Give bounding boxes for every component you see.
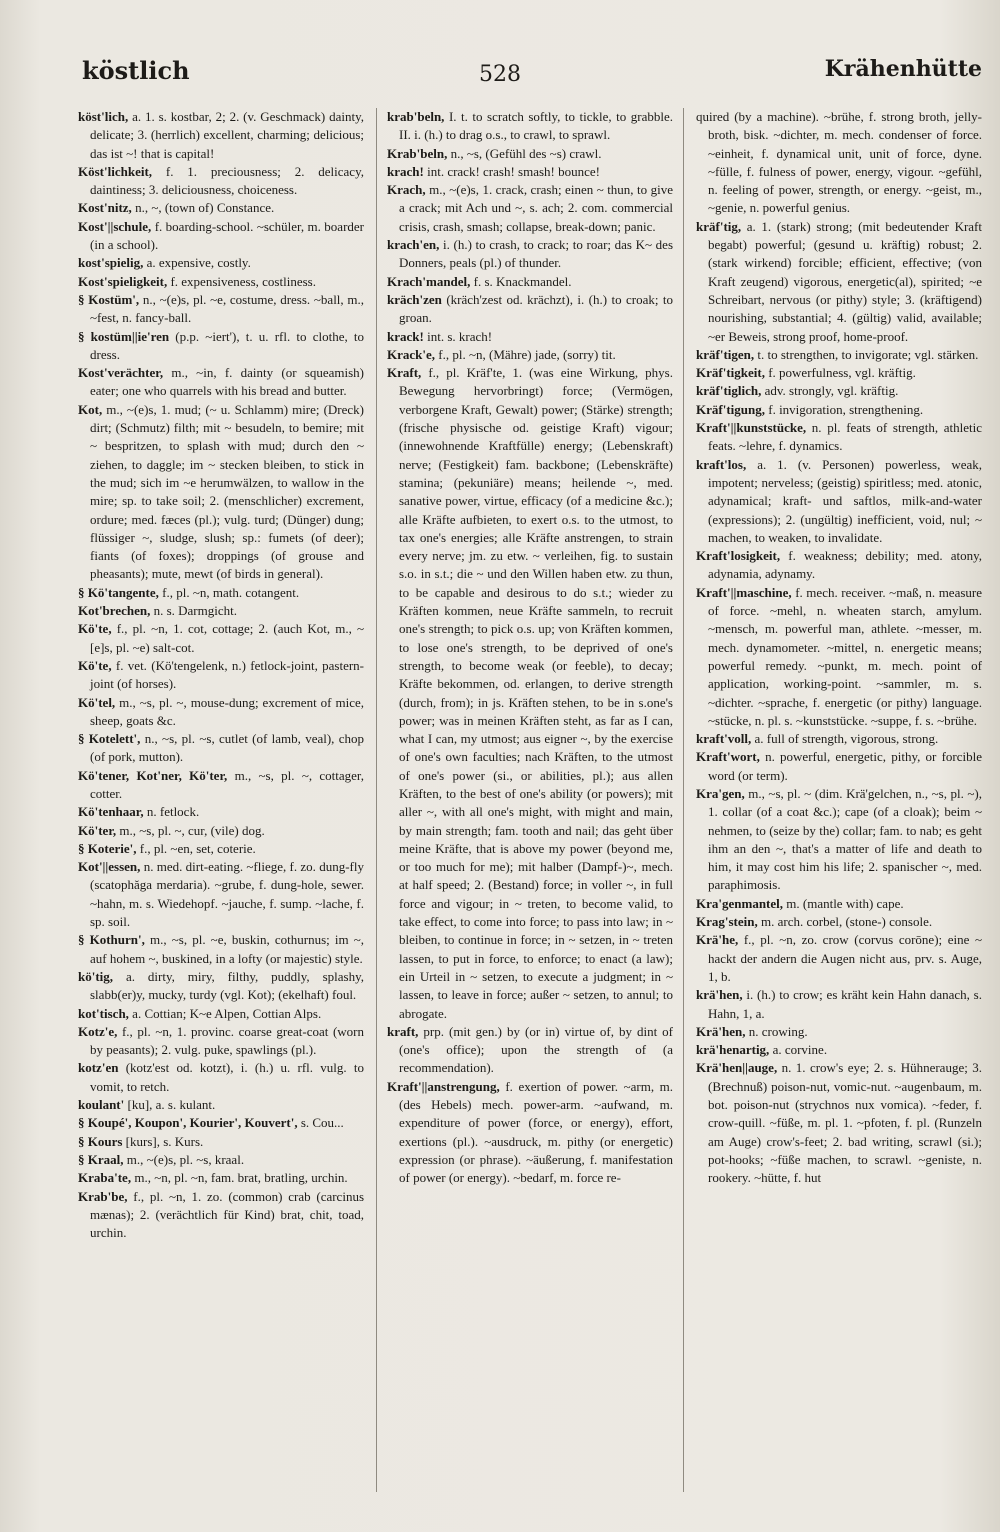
definition: f., pl. ~n, zo. crow (corvus corōne); eine ~ hackt der andern die Augen nicht aus, prv. s. Auge, 1, b.	[708, 932, 982, 984]
definition: m., ~n, pl. ~n, fam. brat, bratling, urchin.	[134, 1170, 348, 1186]
dictionary-entry	[696, 108, 982, 218]
headword: krab'beln,	[387, 109, 445, 124]
dictionary-entry	[78, 803, 364, 821]
dictionary-entry	[387, 1023, 673, 1078]
headword: kot'tisch,	[78, 1005, 129, 1021]
dictionary-entry	[696, 364, 982, 382]
definition: t. to strengthen, to invigorate; vgl. stärken.	[757, 346, 979, 362]
definition: f. vet. (Kö'tengelenk, n.) fetlock-joint, pastern-joint (of horses).	[90, 657, 364, 692]
definition: a. 1. (v. Personen) powerless, weak, impotent; nerveless; (geistig) spiritless; med. atonic, adynamical; kraft- und saftlos, milk-and-water (expressions); 2. (ungültig) inefficient, void, nul; ~ machen, to weaken, to invalidate.	[708, 456, 982, 545]
headword: Kot'||essen,	[78, 859, 141, 875]
running-head-left: köstlich	[82, 56, 190, 85]
definition: f., pl. ~n, (Mähre) jade, (sorry) tit.	[438, 346, 616, 362]
definition: (p.p. ~iert'), t. u. rfl. to clothe, to dress.	[90, 328, 364, 362]
dictionary-entry	[78, 584, 364, 602]
dictionary-entry	[78, 364, 364, 401]
headword: Kra'genmantel,	[696, 895, 784, 911]
definition: f. s. Knackmandel.	[473, 273, 572, 289]
dictionary-entry	[78, 1096, 364, 1114]
dictionary-entry	[78, 858, 364, 931]
headword: § Kö'tangente,	[78, 584, 159, 600]
dictionary-entry	[387, 291, 673, 328]
dictionary-entry	[387, 346, 673, 364]
headword: § Kothurn',	[78, 932, 145, 948]
dictionary-entry	[78, 1133, 364, 1151]
dictionary-entry	[78, 199, 364, 217]
definition: m. (mantle with) cape.	[786, 895, 904, 911]
headword: Kost'verächter,	[78, 365, 164, 381]
headword: krach!	[387, 163, 424, 179]
headword: § Kotelett',	[78, 731, 141, 747]
headword: Kot'brechen,	[78, 603, 151, 619]
headword: kraft'los,	[696, 456, 747, 472]
headword: krä'hen,	[696, 987, 743, 1003]
dictionary-entry	[387, 236, 673, 273]
definition: m., ~s, pl. ~, mouse-dung; excrement of mice, sheep, goats &c.	[90, 694, 364, 728]
dictionary-entry	[387, 273, 673, 291]
definition: n., ~s, (Gefühl des ~s) crawl.	[450, 145, 602, 161]
dictionary-entry	[696, 584, 982, 730]
dictionary-entry	[696, 419, 982, 456]
definition: m., ~in, f. dainty (or squeamish) eater; one who quarrels with his bread and butter.	[90, 365, 364, 399]
definition: f. exertion of power. ~arm, m. (des Hebels) mech. power-arm. ~aufwand, m. expenditure of power (force, or energy), effort, exertions (pl.). ~ausdruck, m. pithy (or energetic) expression (or phrase). ~äußerung, f. manifestation of power (or energy). ~bedarf, m. force re-	[399, 1078, 673, 1186]
definition: f., pl. ~n, 1. zo. (common) crab (carcinus mænas); 2. (verächtlich für Kind) brat, chit, toad, urchin.	[90, 1188, 364, 1241]
definition: f. powerfulness, vgl. kräftig.	[768, 365, 916, 381]
headword: Krä'hen,	[696, 1023, 746, 1039]
dictionary-entry	[387, 108, 673, 145]
column-right	[696, 108, 982, 1492]
headword: Kost'||schule,	[78, 218, 152, 234]
headword: § Koterie',	[78, 840, 137, 856]
definition: f. weakness; debility; med. atony, adynamia, adynamy.	[708, 548, 982, 582]
headword: Krab'beln,	[387, 145, 448, 161]
definition: m., ~(e)s, 1. mud; (~ u. Schlamm) mire; (Dreck) dirt; (Schmutz) filth; mit ~ besudeln, to bemire; mit ~ bespritzen, to splash with mud; durch den ~ ziehen, to daggle; im ~ stecken bleiben, to stick in the mud; sich im ~e herumwälzen, to wallow in the mire; sp. to take soil; 2. (menschlicher) excrement, ordure; med. fæces (pl.); vulg. turd; (Dünger) dung; flüssiger ~, sludge, slush; sp.: fumets (of deer); fiants (of foxes); droppings (of grouse and pheasants); mute, mewt (of birds in general).	[90, 401, 364, 582]
dictionary-entry	[78, 291, 364, 328]
definition: n. 1. crow's eye; 2. s. Hühnerauge; 3. (Brechnuß) poison-nut, vomic-nut. ~augenbaum, m. bot. poison-nut (strychnos nux vomica). ~feder, f. crow-quill. ~füße, m. pl. 1. ~pfoten, f. pl. (Runzeln am Auge) crow's-feet; 2. bad writing, scrawl (si.); pot-hooks; ~füße machen, to scrawl. ~geniste, n. rookery. ~hütte, f. hut	[708, 1060, 982, 1186]
definition: s. Cou...	[300, 1115, 344, 1131]
definition: a. 1. (stark) strong; (mit bedeutender Kraft begabt) powerful; (gesund u. kräftig) robust; 2. (stark wirkend) forcible; efficient, effective; (von Kraft zeugend) vigorous, energetic(al), spirited; ~e Schreibart, nervous (or pithy) style; 3. (kräftigend) nourishing, substantial; 4. (gültig) valid, available; ~er Beweis, strong proof, home-proof.	[708, 218, 982, 344]
headword: Krack'e,	[387, 346, 436, 362]
headword: krä'henartig,	[696, 1042, 770, 1058]
headword: Kraft'||maschine,	[696, 584, 792, 600]
definition: m., ~s, pl. ~e, buskin, cothurnus; im ~, auf hohem ~, buskined, in a lofty (or majestic) style.	[90, 932, 364, 966]
dictionary-entry	[78, 1059, 364, 1096]
definition: f. invigoration, strengthening.	[768, 401, 924, 417]
definition: n. crowing.	[748, 1023, 808, 1039]
dictionary-entry	[78, 931, 364, 968]
definition: m., ~s, pl. ~ (dim. Krä'gelchen, n., ~s, pl. ~), 1. collar (of a coat &c.); cape (of a cloak); beim ~ nehmen, to (seize by the) collar; fam. to nab; es geht ihm an den ~, that's a matter of life and death to him, it may cost him his life; 2. spanischer ~, med. paraphimosis.	[708, 785, 982, 893]
dictionary-entry	[387, 163, 673, 181]
definition: n., ~, (town of) Constance.	[135, 200, 275, 216]
dictionary-entry	[387, 181, 673, 236]
dictionary-entry	[78, 1114, 364, 1132]
dictionary-entry	[696, 1023, 982, 1041]
headword: Kräf'tigung,	[696, 401, 765, 417]
definition: [ku], a. s. kulant.	[127, 1097, 216, 1113]
dictionary-entry	[78, 401, 364, 584]
dictionary-entry	[78, 1023, 364, 1060]
definition: f., pl. ~n, math. cotangent.	[162, 584, 300, 600]
definition: a. dirty, miry, filthy, puddly, splashy, slabb(er)y, mucky, turdy (vgl. Kot); (ekelhaft) foul.	[90, 968, 364, 1003]
definition: I. t. to scratch softly, to tickle, to grabble. II. i. (h.) to drag o.s., to crawl, to sprawl.	[399, 109, 673, 143]
dictionary-entry	[696, 748, 982, 785]
headword: kraft'voll,	[696, 731, 752, 747]
definition: m. arch. corbel, (stone-) console.	[761, 914, 933, 930]
headword: Kö'tel,	[78, 694, 116, 710]
dictionary-entry	[78, 657, 364, 694]
headword: kräf'tiglich,	[696, 383, 762, 399]
definition: n. med. dirt-eating. ~fliege, f. zo. dung-fly (scatophăga merdaria). ~grube, f. dung-hole, sewer. ~hahn, m. s. Wiedehopf. ~jauche, f. sump. ~lache, f. sp. soil.	[90, 859, 364, 930]
definition: f., pl. ~en, set, coterie.	[139, 840, 256, 856]
definition: f. boarding-school. ~schüler, m. boarder (in a school).	[90, 218, 364, 253]
dictionary-entry	[78, 328, 364, 365]
dictionary-entry	[696, 931, 982, 986]
dictionary-entry	[78, 1151, 364, 1169]
dictionary-entry	[78, 620, 364, 657]
definition: n., ~(e)s, pl. ~e, costume, dress. ~ball, m., ~fest, n. fancy-ball.	[90, 291, 364, 326]
headword: kräf'tig,	[696, 218, 742, 234]
headword: Kö'ter,	[78, 822, 117, 838]
definition: f. expensiveness, costliness.	[170, 273, 316, 289]
dictionary-entry	[78, 1169, 364, 1187]
headword: kotz'en	[78, 1060, 119, 1076]
dictionary-entry	[78, 254, 364, 272]
definition: f. 1. preciousness; 2. delicacy, daintiness; 3. deliciousness, choiceness.	[90, 163, 364, 198]
headword: kost'spielig,	[78, 255, 144, 271]
dictionary-entry	[78, 108, 364, 163]
definition: i. (h.) to crash, to crack; to roar; das K~ des Donners, peals (pl.) of thunder.	[399, 237, 674, 271]
definition: m., ~s, pl. ~, cottager, cotter.	[90, 767, 364, 801]
definition: n. fetlock.	[146, 804, 200, 820]
headword: krack!	[387, 328, 424, 344]
dictionary-entry	[387, 328, 673, 346]
dictionary-entry	[387, 145, 673, 163]
definition: prp. (mit gen.) by (or in) virtue of, by dint of (one's office); upon the strength of (a recommendation).	[399, 1023, 673, 1076]
running-head-right: Krähenhütte	[824, 56, 982, 82]
headword: Krach'mandel,	[387, 273, 471, 289]
dictionary-entry	[78, 767, 364, 804]
dictionary-entry	[696, 547, 982, 584]
definition: a. full of strength, vigorous, strong.	[754, 731, 939, 747]
headword: kräf'tigen,	[696, 346, 755, 362]
definition: n. s. Darmgicht.	[153, 603, 237, 619]
headword: Krag'stein,	[696, 914, 758, 930]
headword: Kräf'tigkeit,	[696, 365, 765, 381]
dictionary-entry	[387, 1078, 673, 1188]
definition: m., ~s, pl. ~, cur, (vile) dog.	[119, 822, 265, 838]
definition: a. Cottian; K~e Alpen, Cottian Alps.	[132, 1005, 322, 1021]
definition: a. corvine.	[772, 1042, 828, 1058]
dictionary-entry	[78, 1188, 364, 1243]
headword: Kö'te,	[78, 621, 112, 637]
dictionary-entry	[78, 840, 364, 858]
headword: Kraft,	[387, 365, 422, 381]
headword: kö'tig,	[78, 968, 114, 984]
headword: Kö'tenhaar,	[78, 804, 144, 820]
headword: kräch'zen	[387, 291, 442, 307]
definition: f., pl. ~n, 1. cot, cottage; 2. (auch Kot, m., ~[e]s, pl. ~e) salt-cot.	[90, 621, 364, 655]
definition: (kotz'est od. kotzt), i. (h.) u. rfl. vulg. to vomit, to retch.	[90, 1060, 364, 1094]
headword: Kot,	[78, 401, 103, 417]
definition: a. expensive, costly.	[146, 255, 251, 271]
headword: § Kours	[78, 1133, 123, 1149]
dictionary-entry	[696, 218, 982, 346]
definition: n., ~s, pl. ~s, cutlet (of lamb, veal), chop (of pork, mutton).	[90, 731, 364, 765]
definition: a. 1. s. kostbar, 2; 2. (v. Geschmack) dainty, delicate; 3. (herrlich) excellent, charming; delicious; das ist ~! that is capital!	[90, 109, 364, 161]
column-left	[78, 108, 364, 1492]
dictionary-entry	[78, 602, 364, 620]
definition: m., ~(e)s, 1. crack, crash; einen ~ thun, to give a crack; mit Ach und ~, s. ach; 2. com. commercial crisis, crash, smash; collapse, break-down; panic.	[399, 182, 674, 234]
dictionary-entry	[696, 730, 982, 748]
columns	[78, 108, 982, 1492]
definition: adv. strongly, vgl. kräftig.	[764, 383, 899, 399]
headword: kraft,	[387, 1023, 419, 1039]
definition: int. s. krach!	[427, 328, 493, 344]
headword: koulant'	[78, 1097, 125, 1113]
dictionary-entry	[696, 913, 982, 931]
headword: § kostüm||ie'ren	[78, 328, 170, 344]
headword: Kraft'wort,	[696, 749, 760, 765]
column-middle	[376, 108, 684, 1492]
dictionary-entry	[78, 163, 364, 200]
dictionary-entry	[78, 968, 364, 1005]
definition: f., pl. ~n, 1. provinc. coarse great-coat (worn by peasants); 2. vulg. puke, spawlings (pl.).	[90, 1023, 364, 1058]
dictionary-entry	[78, 730, 364, 767]
headword: Kö'te,	[78, 657, 112, 673]
definition: f., pl. Kräf'te, 1. (was eine Wirkung, phys. Bewegung hervorbringt) force; (Vermögen, verborgene Kraft, Gewalt) power; (Stärke) strength; (frische physische od. geistige Kraft) vigour; (innewohnende Kraftfülle) energy; (Lebenskraft) nerve; (Festigkeit) fam. backbone; (Lebenskräfte) stamina; (pekuniäre) means; heilende ~, med. sanative power, virtue, efficacy (of a medicine &c.); alle Kräfte aufbieten, to exert o.s. to the utmost, to tax one's energies; alle Kräfte anstrengen, to strain every nerve; jm. zu etw. ~ verleihen, fig. to sustain s.o. in s.t.; die ~ und den Willen haben etw. zu thun, to be capable and desirous to do s.t.; wieder zu Kräften kommen, neue Kräfte sammeln, to recruit one's strength; to pick o.s. up; von Kräften kommen, to lose one's strength, to be deprived of one's strength, to become weak (or feeble), to decay; Kräfte bekommen, od. erlangen, to derive strength (durch, from); in js. Kräften stehen, to be in s.one's power; was in meinen Kräften steht, as far as I can, what I can, my utmost; aus eigner ~, by the exercise of one's own faculties; nach Kräften, to the utmost of one's power (si., or abilities, pl.); aus allen Kräften, to the best of one's ability (or powers); mit aller ~, with all one's might, with might and main, by main strength; fam. tooth and nail; das geht über meine Kräfte, that is above my power (beyond me, or too much for me); mit halber (Dampf-)~, mech. at half speed; 2. (Bestand) force; in voller ~, in full force and vigour; in ~ treten, to become valid, to take effect, to come into force; to pass into law; in ~ bleiben, to continue in force; in ~ setzen, in ~ treten lassen, to put in force, to enforce; to enact (a law); ein Urteil in ~ setzen, to execute a judgment; in ~ lassen, to leave in force; außer ~ setzen, to annul; to abrogate.	[399, 365, 673, 1021]
dictionary-entry	[696, 456, 982, 547]
page-number: 528	[479, 62, 521, 87]
dictionary-entry	[696, 986, 982, 1023]
definition: n. pl. feats of strength, athletic feats. ~lehre, f. dynamics.	[708, 420, 982, 454]
headword: krach'en,	[387, 237, 440, 253]
definition: n. powerful, energetic, pithy, or forcible word (or term).	[708, 749, 982, 783]
headword: Kost'spieligkeit,	[78, 273, 168, 289]
dictionary-entry	[78, 694, 364, 731]
headword: Krä'he,	[696, 932, 739, 948]
definition: [kurs], s. Kurs.	[125, 1133, 204, 1149]
definition: i. (h.) to crow; es kräht kein Hahn danach, s. Hahn, 1, a.	[708, 987, 982, 1021]
definition: int. crack! crash! smash! bounce!	[427, 163, 600, 179]
definition: quired (by a machine). ~brühe, f. strong broth, jelly-broth, bisk. ~dichter, m. mech. condenser of force. ~einheit, f. dynamical unit, unit of force, dyne. ~fülle, f. fulness of power, energy, vigour. ~gefühl, n. feeling of power, strength, or energy. ~geist, m., ~genie, n. powerful genius.	[696, 109, 982, 216]
headword: Kö'tener, Kot'ner, Kö'ter,	[78, 767, 228, 783]
headword: Krab'be,	[78, 1188, 128, 1204]
headword: Krach,	[387, 182, 426, 198]
dictionary-entry	[78, 1005, 364, 1023]
dictionary-entry	[78, 273, 364, 291]
definition: m., ~(e)s, pl. ~s, kraal.	[126, 1151, 245, 1167]
headword: § Kraal,	[78, 1151, 124, 1167]
definition: f. mech. receiver. ~maß, n. measure of force. ~mehl, n. wheaten starch, amylum. ~mensch, m. powerful man, athlete. ~messer, m. mech. dynamometer. ~mittel, n. energetic means; powerful remedy. ~punkt, m. mech. point of application, working-point. ~sammler, m. s. ~dichter. ~sprache, f. energetic (or pithy) language. ~stücke, n. pl. s. ~kunststücke. ~suppe, f. s. ~brühe.	[708, 584, 982, 728]
dictionary-entry	[696, 1041, 982, 1059]
headword: Kra'gen,	[696, 785, 745, 801]
definition: (kräch'zest od. krächzt), i. (h.) to croak; to groan.	[399, 291, 674, 326]
headword: Kraft'losigkeit,	[696, 548, 781, 564]
headword: Kotz'e,	[78, 1023, 118, 1039]
headword: Kraft'||anstrengung,	[387, 1078, 500, 1094]
dictionary-entry	[696, 382, 982, 400]
headword: Krä'hen||auge,	[696, 1060, 778, 1076]
dictionary-entry	[387, 364, 673, 1023]
dictionary-entry	[696, 895, 982, 913]
headword: § Kostüm',	[78, 291, 140, 307]
dictionary-entry	[696, 346, 982, 364]
headword: Kraft'||kunststücke,	[696, 420, 807, 436]
headword: Kost'nitz,	[78, 200, 132, 216]
dictionary-entry	[696, 401, 982, 419]
dictionary-entry	[78, 218, 364, 255]
headword: § Koupé', Koupon', Kourier', Kouvert',	[78, 1115, 298, 1131]
headword: köst'lich,	[78, 109, 129, 124]
dictionary-entry	[696, 1059, 982, 1187]
dictionary-entry	[78, 822, 364, 840]
headword: Kraba'te,	[78, 1170, 132, 1186]
dictionary-entry	[696, 785, 982, 895]
headword: Köst'lichkeit,	[78, 163, 153, 179]
